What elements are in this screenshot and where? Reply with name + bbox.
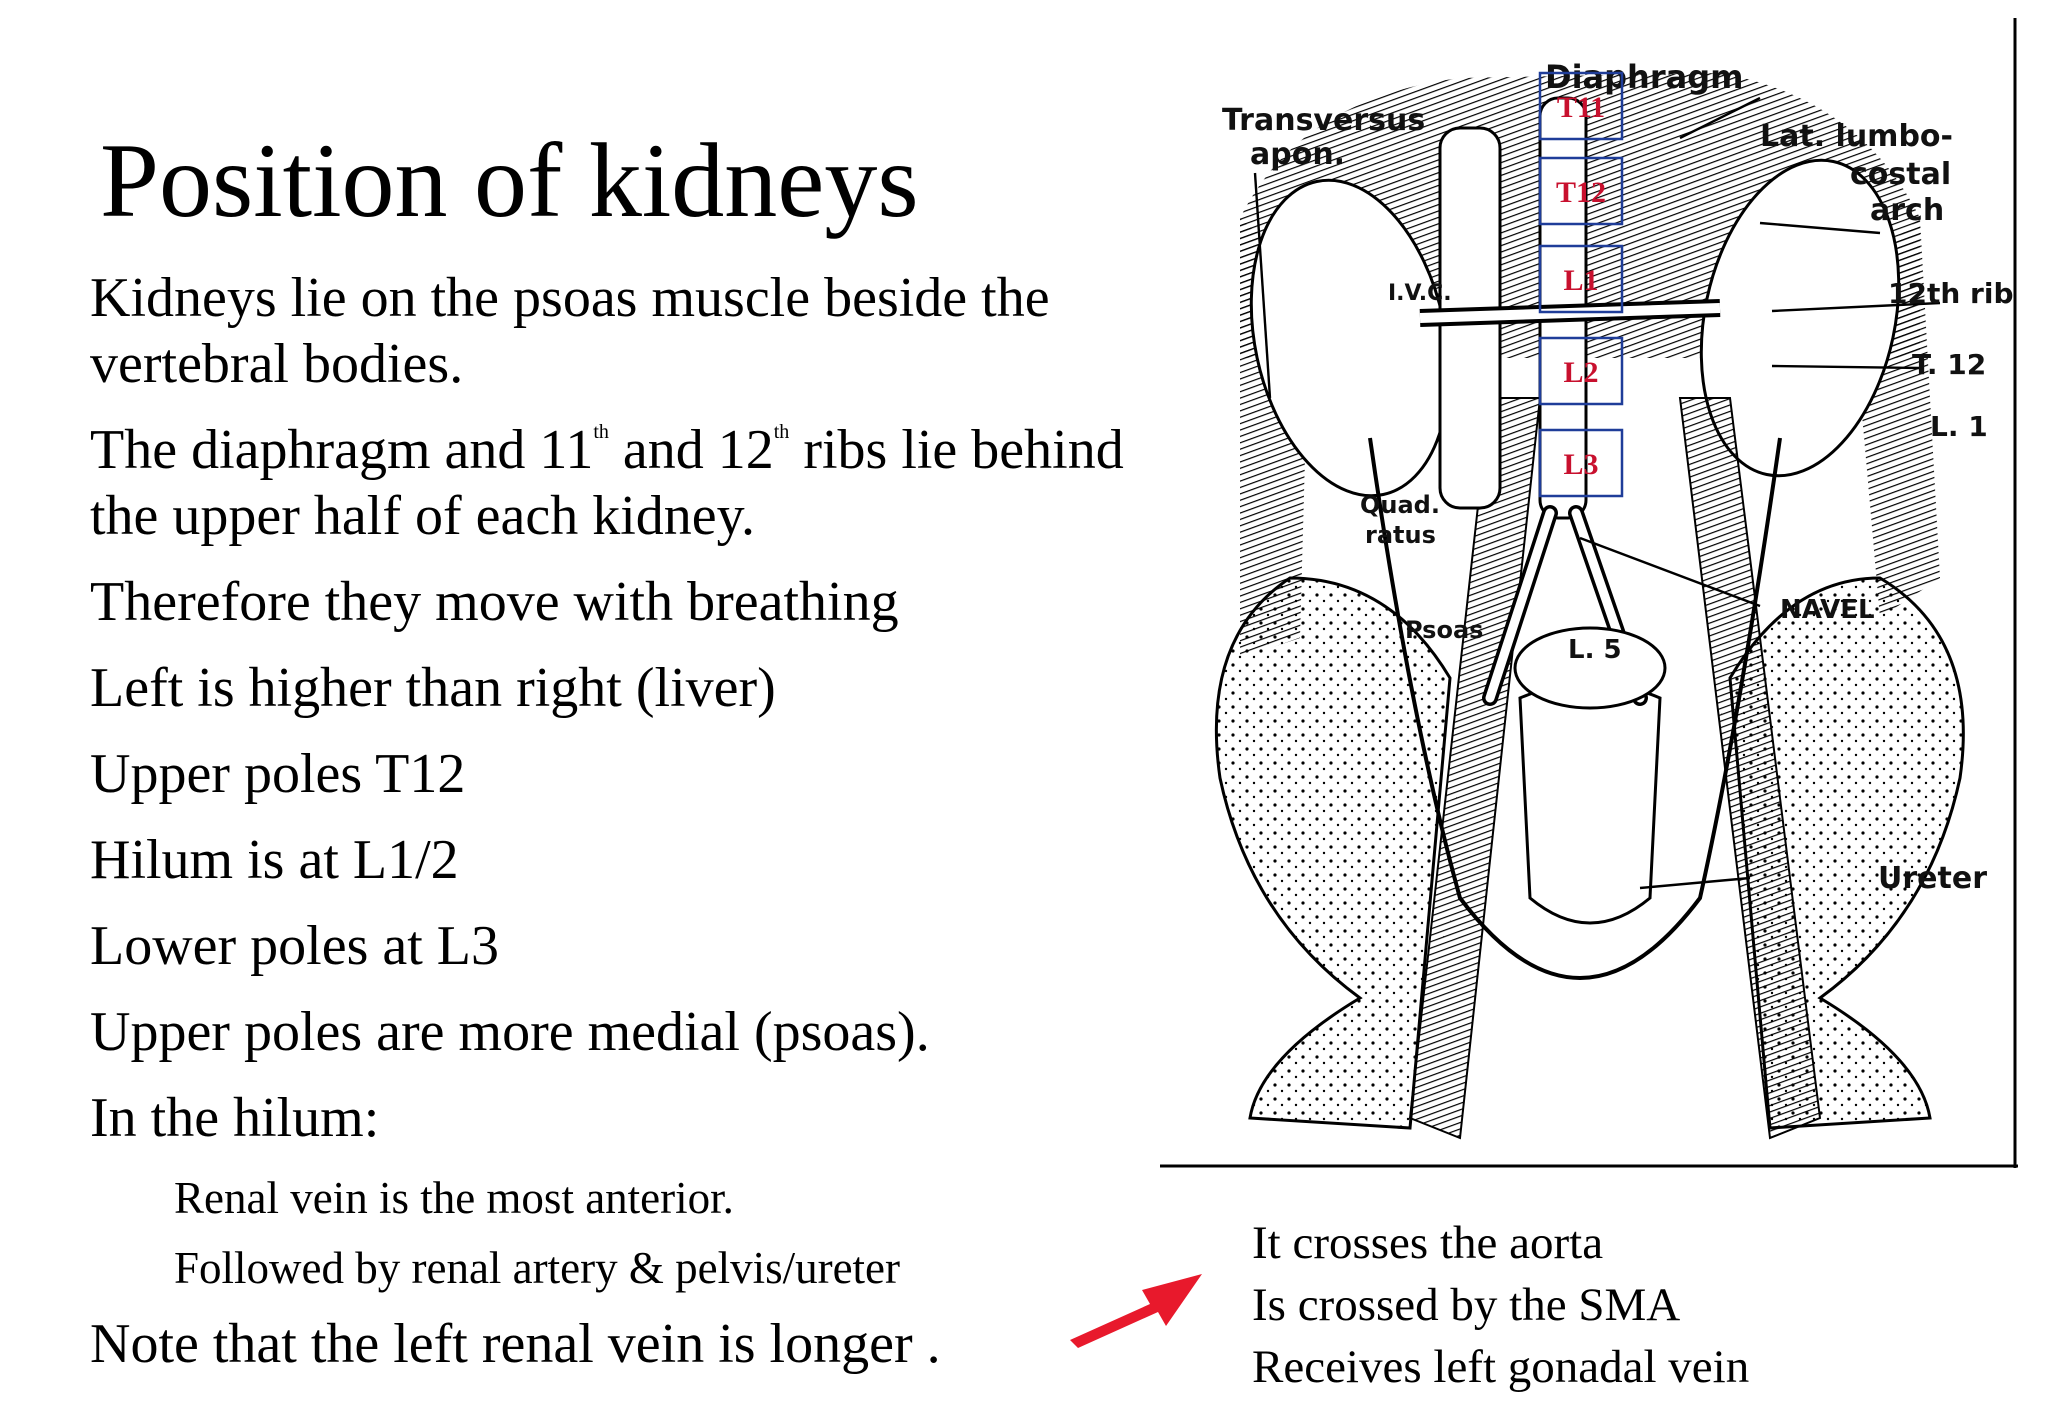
label-arch: arch bbox=[1870, 193, 1945, 228]
bullet-diaphragm-text-1: The diaphragm and 11 bbox=[90, 419, 594, 481]
vertebra-label-l2: L2 bbox=[1563, 356, 1599, 389]
bullet-lower-poles: Lower poles at L3 bbox=[90, 915, 499, 977]
label-quadratus: Quad. bbox=[1360, 491, 1440, 519]
label-ratus: ratus bbox=[1365, 521, 1436, 549]
bullet-hilum-level: Hilum is at L1/2 bbox=[90, 829, 459, 891]
label-ivc: I.V.C. bbox=[1388, 281, 1452, 306]
bullet-psoas: Kidneys lie on the psoas muscle beside the vertebral bodies. bbox=[90, 267, 1050, 395]
label-l5: L. 5 bbox=[1568, 635, 1622, 665]
vertebra-label-t11: T11 bbox=[1556, 91, 1606, 124]
label-t12: T. 12 bbox=[1912, 348, 1987, 381]
label-costal: costal bbox=[1850, 157, 1952, 192]
label-lat-lumbo: Lat. lumbo- bbox=[1760, 119, 1953, 154]
bullet-sup-11: th bbox=[593, 421, 609, 443]
bullet-left-higher: Left is higher than right (liver) bbox=[90, 657, 776, 719]
bullet-left-renal-vein: Note that the left renal vein is longer . bbox=[90, 1313, 941, 1375]
vertebra-label-t12: T12 bbox=[1555, 176, 1607, 209]
note-crosses-aorta: It crosses the aorta bbox=[1252, 1217, 1604, 1269]
anatomy-figure bbox=[1160, 18, 2020, 1168]
vertebra-label-l1: L1 bbox=[1563, 264, 1599, 297]
bullet-list bbox=[90, 265, 1150, 1397]
label-psoas: Psoas bbox=[1405, 616, 1484, 644]
bullet-diaphragm-ribs bbox=[90, 417, 1140, 549]
bullet-breathing: Therefore they move with breathing bbox=[90, 571, 899, 633]
bullet-in-hilum: In the hilum: bbox=[90, 1087, 380, 1149]
note-receives-gonadal: Receives left gonadal vein bbox=[1252, 1341, 1750, 1393]
label-diaphragm: Diaphragm bbox=[1545, 58, 1744, 96]
slide-title: Position of kidneys bbox=[100, 122, 919, 239]
right-iliac-bone bbox=[1216, 578, 1450, 1128]
bullet-sup-12: th bbox=[773, 421, 790, 443]
vertebra-label-l3: L3 bbox=[1563, 448, 1599, 481]
left-renal-vein-notes bbox=[1252, 1212, 1749, 1398]
bullet-upper-poles: Upper poles T12 bbox=[90, 743, 466, 805]
label-transversus: Transversus bbox=[1222, 103, 1426, 138]
label-apon: apon. bbox=[1250, 137, 1346, 172]
sub-bullet-renal-artery: Followed by renal artery & pelvis/ureter bbox=[174, 1243, 901, 1293]
label-l1: L. 1 bbox=[1930, 410, 1988, 443]
label-navel: NAVEL bbox=[1780, 595, 1875, 625]
label-12th-rib: 12th rib bbox=[1888, 277, 2014, 310]
posterior-abdominal-wall-illustration bbox=[1160, 18, 2020, 1168]
sub-bullet-renal-vein: Renal vein is the most anterior. bbox=[174, 1173, 734, 1223]
red-arrow-icon bbox=[1062, 1262, 1212, 1352]
sacrum bbox=[1520, 683, 1660, 923]
note-crossed-by-sma: Is crossed by the SMA bbox=[1252, 1279, 1681, 1331]
left-iliac-bone bbox=[1730, 578, 1963, 1128]
bullet-diaphragm-text-3: ribs lie behind the upper half of each kidney. bbox=[90, 419, 1124, 547]
bullet-upper-poles-medial: Upper poles are more medial (psoas). bbox=[90, 1001, 930, 1063]
label-ureter: Ureter bbox=[1878, 861, 1987, 896]
bullet-diaphragm-text-2: and 12 bbox=[608, 419, 774, 481]
